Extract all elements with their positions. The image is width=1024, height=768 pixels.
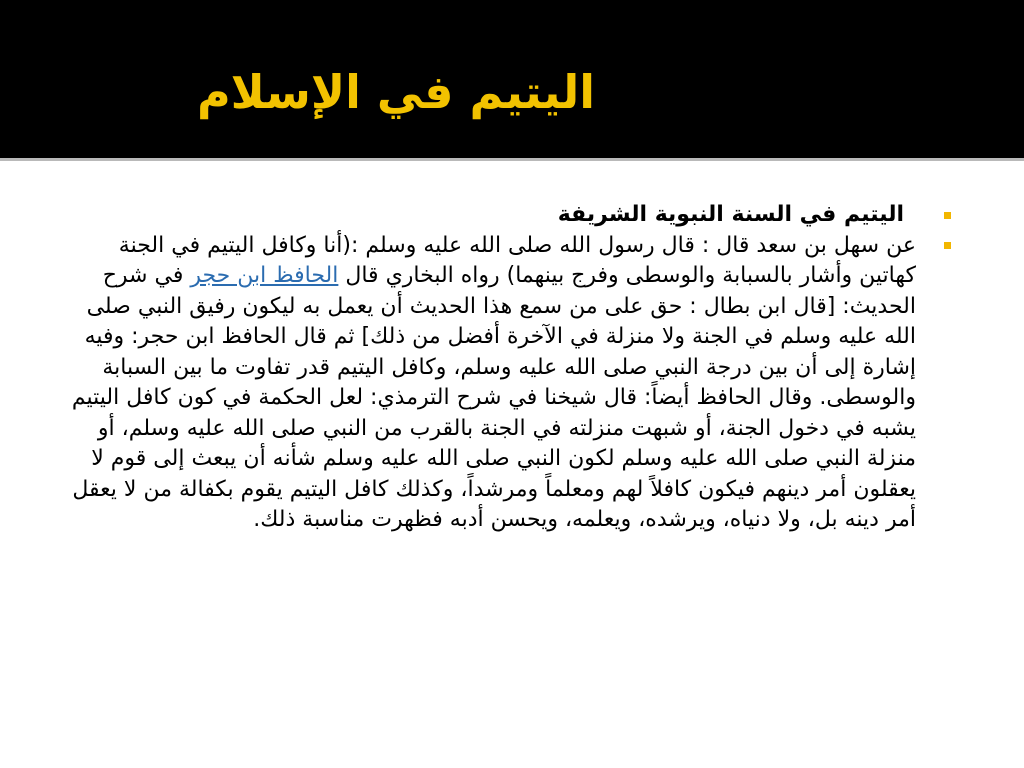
bullet-text-after-link: في شرح الحديث: [قال ابن بطال : حق على من سمع هذا الحديث أن يعمل به ليكون رفيق النبي صلى الله عليه وسلم في الجنة ولا منزلة في الآخرة أفضل من ذلك] ثم قال الحافظ ابن حجر: وفيه إشارة إلى أن بين درجة النبي صلى الله عليه وسلم، وكافل اليتيم قدر تفاوت ما بين السبابة والوسطى. وقال الحافظ أيضاً: قال شيخنا في شرح الترمذي: لعل الحكمة في كون كافل اليتيم يشبه في دخول الجنة، أو شبهت منزلته في الجنة بالقرب من النبي صلى الله عليه وسلم، أو منزلة النبي صلى الله عليه وسلم لكون النبي صلى الله عليه وسلم شأنه أن يبعث إلى قوم لا يعقلون أمر دينهم فيكون كافلاً لهم ومعلماً ومرشداً، وكذلك كافل اليتيم يقوم بكفالة من لا يعقل أمر دينه بل، ولا دنياه، ويرشده، ويعلمه، ويحسن أدبه فظهرت مناسبة ذلك. [71, 263, 916, 532]
bullet-text: اليتيم في السنة النبوية الشريفة [557, 202, 904, 227]
bullet-text-before-link: عن سهل بن سعد قال : قال رسول الله صلى الله عليه وسلم :(أنا وكافل اليتيم في الجنة كهاتين وأشار بالسبابة والوسطى وفرج بينهما) رواه البخاري قال [118, 232, 916, 288]
hafiz-ibn-hajar-link[interactable]: الحافظ ابن حجر [190, 263, 339, 288]
bullet-item-heading [58, 200, 958, 231]
slide-title: اليتيم في الإسلام [196, 65, 595, 119]
title-bar [0, 0, 1024, 158]
title-divider [0, 158, 1024, 161]
bullet-item-hadith [58, 231, 958, 536]
square-bullet-icon [942, 231, 952, 261]
slide-content [58, 200, 958, 680]
square-bullet-icon [942, 200, 952, 230]
